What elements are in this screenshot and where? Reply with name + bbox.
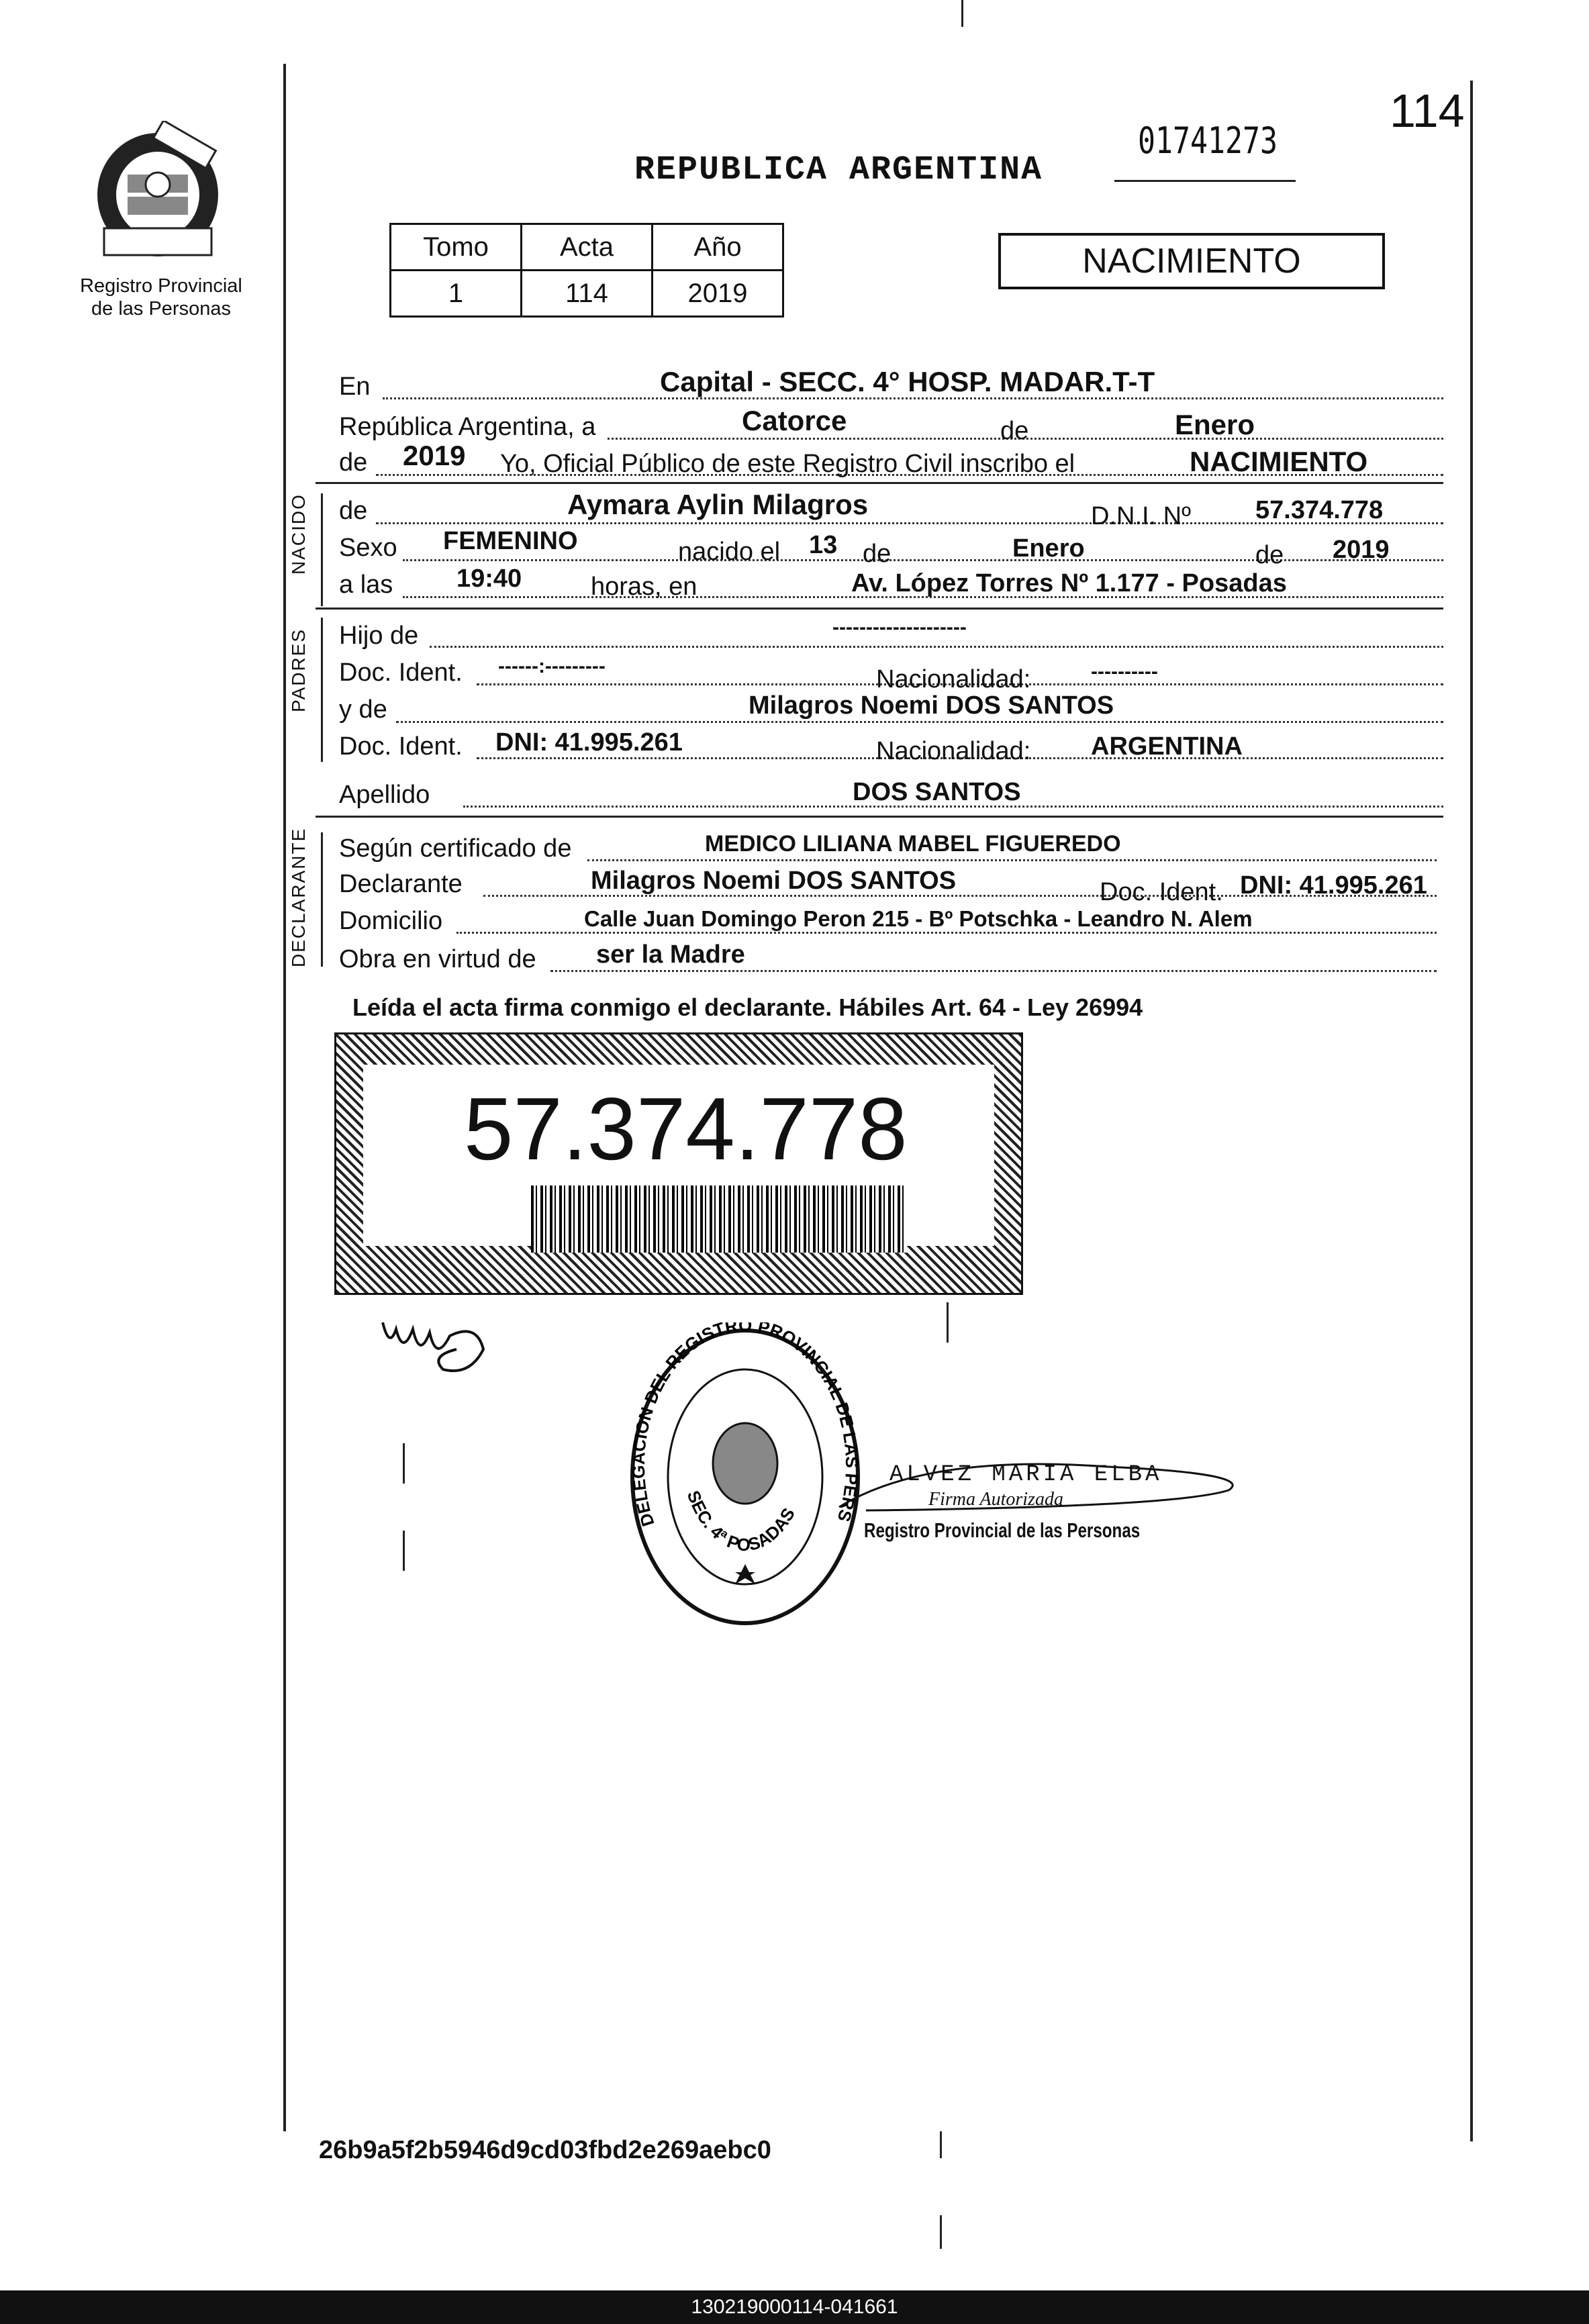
dni-label: D.N.I. Nº	[1091, 502, 1191, 530]
section-separator-3	[316, 816, 1443, 818]
declarante-section-label: DECLARANTE	[288, 827, 309, 967]
registry-line-2: de las Personas	[91, 298, 231, 320]
margin-mark-1	[403, 1443, 405, 1484]
obra-value: ser la Madre	[596, 940, 745, 969]
bottom-bar	[0, 2290, 1589, 2324]
padres-section-label: PADRES	[288, 628, 309, 712]
nacido-el-label: nacido el	[678, 538, 781, 566]
section-separator-2	[316, 608, 1443, 610]
father-name: --------------------	[832, 616, 967, 638]
province-logo	[81, 121, 235, 262]
serial-underline	[1114, 180, 1296, 182]
signer-role: Firma Autorizada	[928, 1489, 1063, 1510]
value-tomo: 1	[391, 271, 522, 317]
right-margin-line	[1470, 81, 1473, 2141]
seal-outer-text: DELEGACION DEL REGISTRO PROVINCIAL DE LAS PERS	[628, 1322, 863, 1529]
yo-text: Yo, Oficial Público de este Registro Civil inscribo el	[500, 450, 1075, 478]
obra-label: Obra en virtud de	[339, 945, 536, 973]
doc2-label: Doc. Ident.	[339, 732, 463, 761]
dni-big-number: 57.374.778	[464, 1079, 908, 1178]
birth-day: 13	[809, 531, 838, 559]
birth-year: 2019	[1333, 536, 1390, 564]
declarante-value: Milagros Noemi DOS SANTOS	[591, 867, 957, 895]
year-value: 2019	[403, 440, 466, 471]
header-acta: Acta	[522, 224, 653, 271]
declarante-label: Declarante	[339, 870, 463, 898]
nac1-label: Nacionalidad:	[876, 665, 1031, 693]
sexo-dots	[403, 559, 1443, 561]
signer-name: ALVEZ MARIA ELBA	[889, 1462, 1163, 1488]
mother-dots	[396, 721, 1443, 723]
decl-doc-value: DNI: 41.995.261	[1240, 871, 1427, 900]
header-tomo: Tomo	[391, 224, 522, 271]
domicilio-label: Domicilio	[339, 907, 443, 935]
leida-text: Leída el acta firma conmigo el declarante. Hábiles Art. 64 - Ley 26994	[352, 994, 1143, 1021]
value-ano: 2019	[653, 271, 783, 317]
father-nationality: ----------	[1091, 661, 1158, 683]
page-number: 114	[1390, 85, 1465, 137]
hijo-dots	[430, 646, 1443, 648]
seal-inner-text: SEC. 4ª POSADAS	[683, 1488, 800, 1555]
birth-de2: de	[1255, 541, 1284, 569]
initials-signature	[376, 1309, 497, 1390]
domicilio-dots	[456, 932, 1437, 934]
margin-mark-4	[940, 2131, 942, 2158]
horas-label: horas, en	[591, 573, 697, 601]
country-title: REPUBLICA ARGENTINA	[634, 151, 1043, 189]
dni-sticker	[334, 1032, 1023, 1295]
day-words: Catorce	[742, 405, 847, 436]
inscribo-value: NACIMIENTO	[1190, 446, 1368, 477]
signer-org: Registro Provincial de las Personas	[864, 1518, 1141, 1542]
dni-sticker-inner	[363, 1065, 994, 1246]
top-tick-line	[961, 0, 963, 27]
sexo-value: FEMENINO	[443, 527, 578, 555]
margin-mark-5	[940, 2215, 942, 2249]
serial-number: 01741273	[1138, 119, 1278, 162]
de-label-date: de	[1000, 417, 1029, 445]
obra-dots	[550, 970, 1437, 972]
document-hash: 26b9a5f2b5946d9cd03fbd2e269aebc0	[319, 2136, 771, 2164]
header-ano: Año	[653, 224, 783, 271]
margin-mark-3	[947, 1302, 949, 1343]
mother-name: Milagros Noemi DOS SANTOS	[749, 691, 1114, 720]
republica-label: República Argentina, a	[339, 413, 596, 441]
month-value: Enero	[1175, 409, 1255, 440]
child-dni: 57.374.778	[1255, 496, 1384, 524]
father-doc: ------:---------	[498, 655, 606, 677]
domicilio-value: Calle Juan Domingo Peron 215 - Bº Potschka - Leandro N. Alem	[584, 906, 1253, 931]
birth-place: Av. López Torres Nº 1.177 - Posadas	[851, 569, 1287, 597]
nacido-bracket	[321, 493, 323, 606]
mother-nationality: ARGENTINA	[1091, 732, 1243, 761]
nacido-section-label: NACIDO	[288, 493, 309, 575]
birth-de1: de	[863, 540, 892, 568]
registry-line-1: Registro Provincial	[80, 275, 242, 297]
hijo-label: Hijo de	[339, 622, 419, 650]
nacido-de-label: de	[339, 497, 368, 525]
padres-bracket	[321, 618, 323, 762]
cert-dots	[587, 859, 1437, 861]
child-name: Aymara Aylin Milagros	[567, 489, 869, 520]
doc1-label: Doc. Ident.	[339, 659, 463, 687]
cert-label: Según certificado de	[339, 834, 572, 863]
surname: DOS SANTOS	[853, 778, 1021, 806]
dni-barcode	[531, 1185, 907, 1253]
apellido-label: Apellido	[339, 781, 430, 809]
birth-time: 19:40	[456, 565, 522, 593]
value-acta: 114	[522, 271, 653, 317]
section-separator-1	[316, 482, 1443, 484]
tomo-acta-table	[389, 223, 784, 318]
alas-label: a las	[339, 571, 393, 599]
en-value: Capital - SECC. 4° HOSP. MADAR.T-T	[660, 366, 1155, 397]
left-margin-line	[283, 64, 286, 2131]
en-dots	[383, 397, 1443, 399]
yde-label: y de	[339, 695, 387, 724]
declarante-bracket	[321, 832, 323, 967]
document-type-box: NACIMIENTO	[998, 233, 1385, 289]
mother-doc: DNI: 41.995.261	[495, 728, 683, 757]
margin-mark-2	[403, 1531, 405, 1571]
de-year-label: de	[339, 448, 368, 477]
decl-doc-label: Doc. Ident.	[1100, 878, 1223, 906]
sexo-label: Sexo	[339, 534, 397, 562]
en-label: En	[339, 373, 371, 401]
bottom-code: 130219000114-041661	[691, 2296, 898, 2318]
birth-month: Enero	[1012, 534, 1085, 563]
cert-value: MEDICO LILIANA MABEL FIGUEREDO	[705, 831, 1121, 857]
nac2-label: Nacionalidad:	[876, 737, 1031, 765]
